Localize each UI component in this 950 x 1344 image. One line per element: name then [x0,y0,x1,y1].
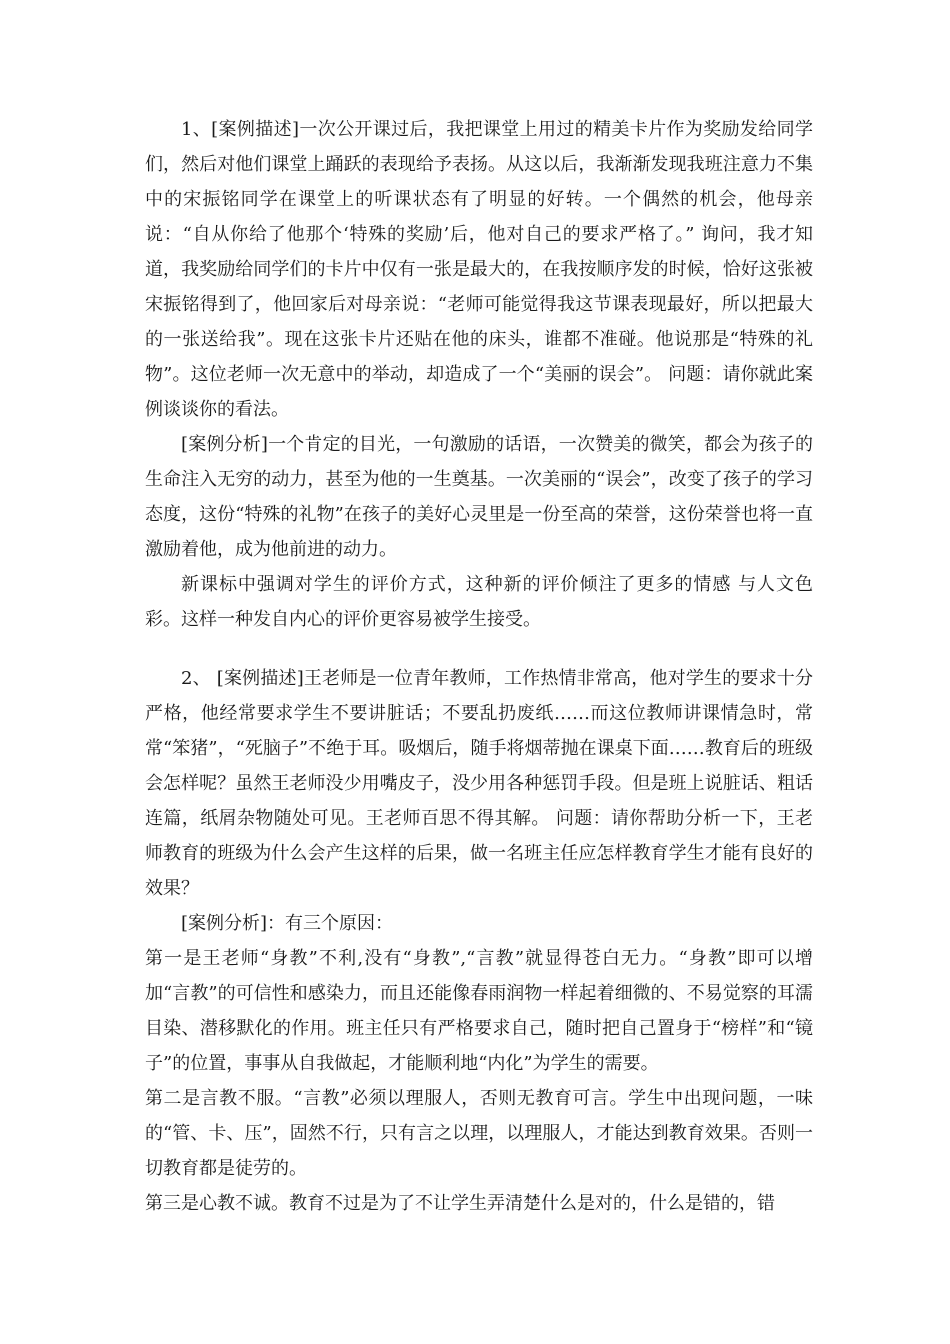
case2-reason-1: 第一是王老师“身教”不利,没有“身教”,“言教”就显得苍白无力。“身教”即可以增加“言教”的可信性和感染力，而且还能像春雨润物一样起着细微的、不易觉察的耳濡目染、潜移默化的作用。班主任只有严格要求自己，随时把自己置身于“榜样”和“镜子”的位置，事事从自我做起，才能顺利地“内化”为学生的需要。 [145,948,813,1074]
case2-analysis-intro: [案例分析]：有三个原因： [181,913,394,934]
case2-reason-2: 第二是言教不服。“言教”必须以理服人，否则无教育可言。学生中出现问题，一味的“管、卡、压”，固然不行，只有言之以理，以理服人，才能达到教育效果。否则一切教育都是徒劳的。 [145,1088,813,1179]
case1-description: 1、[案例描述]一次公开课过后，我把课堂上用过的精美卡片作为奖励发给同学们，然后对他们课堂上踊跃的表现给予表扬。从这以后，我渐渐发现我班注意力不集中的宋振铭同学在课堂上的听课状态有了明显的好转。一个偶然的机会，他母亲说：“自从你给了他那个‘特殊的奖励’后，他对自己的要求严格了。” 询问，我才知道，我奖励给同学们的卡片中仅有一张是最大的，在我按顺序发的时候，恰好这张被宋振铭得到了，他回家后对母亲说：“老师可能觉得我这节课表现最好，所以把最大的一张送给我”。现在这张卡片还贴在他的床头，谁都不准碰。他说那是“特殊的礼物”。这位老师一次无意中的举动，却造成了一个“美丽的误会”。 问题：请你就此案例谈谈你的看法。 [145,119,813,420]
section-gap [145,637,813,661]
document-body [145,112,813,1221]
case2-reason-3: 第三是心教不诚。教育不过是为了不让学生弄清楚什么是对的，什么是错的，错 [145,1193,775,1214]
case1-note: 新课标中强调对学生的评价方式，这种新的评价倾注了更多的情感 与人文色彩。这样一种发自内心的评价更容易被学生接受。 [145,574,813,630]
case2-description: 2、 [案例描述]王老师是一位青年教师，工作热情非常高，他对学生的要求十分严格，他经常要求学生不要讲脏话；不要乱扔废纸……而这位教师讲课情急时，常常“笨猪”，“死脑子”不绝于耳。吸烟后，随手将烟蒂抛在课桌下面……教育后的班级会怎样呢？虽然王老师没少用嘴皮子，没少用各种惩罚手段。但是班上说脏话、粗话连篇，纸屑杂物随处可见。王老师百思不得其解。 问题：请你帮助分析一下，王老师教育的班级为什么会产生这样的后果，做一名班主任应怎样教育学生才能有良好的效果？ [145,668,813,899]
case1-analysis: [案例分析]一个肯定的目光，一句激励的话语，一次赞美的微笑，都会为孩子的生命注入无穷的动力，甚至为他的一生奠基。一次美丽的“误会”，改变了孩子的学习态度，这份“特殊的礼物”在孩子的美好心灵里是一份至高的荣誉，这份荣誉也将一直激励着他，成为他前进的动力。 [145,434,813,560]
